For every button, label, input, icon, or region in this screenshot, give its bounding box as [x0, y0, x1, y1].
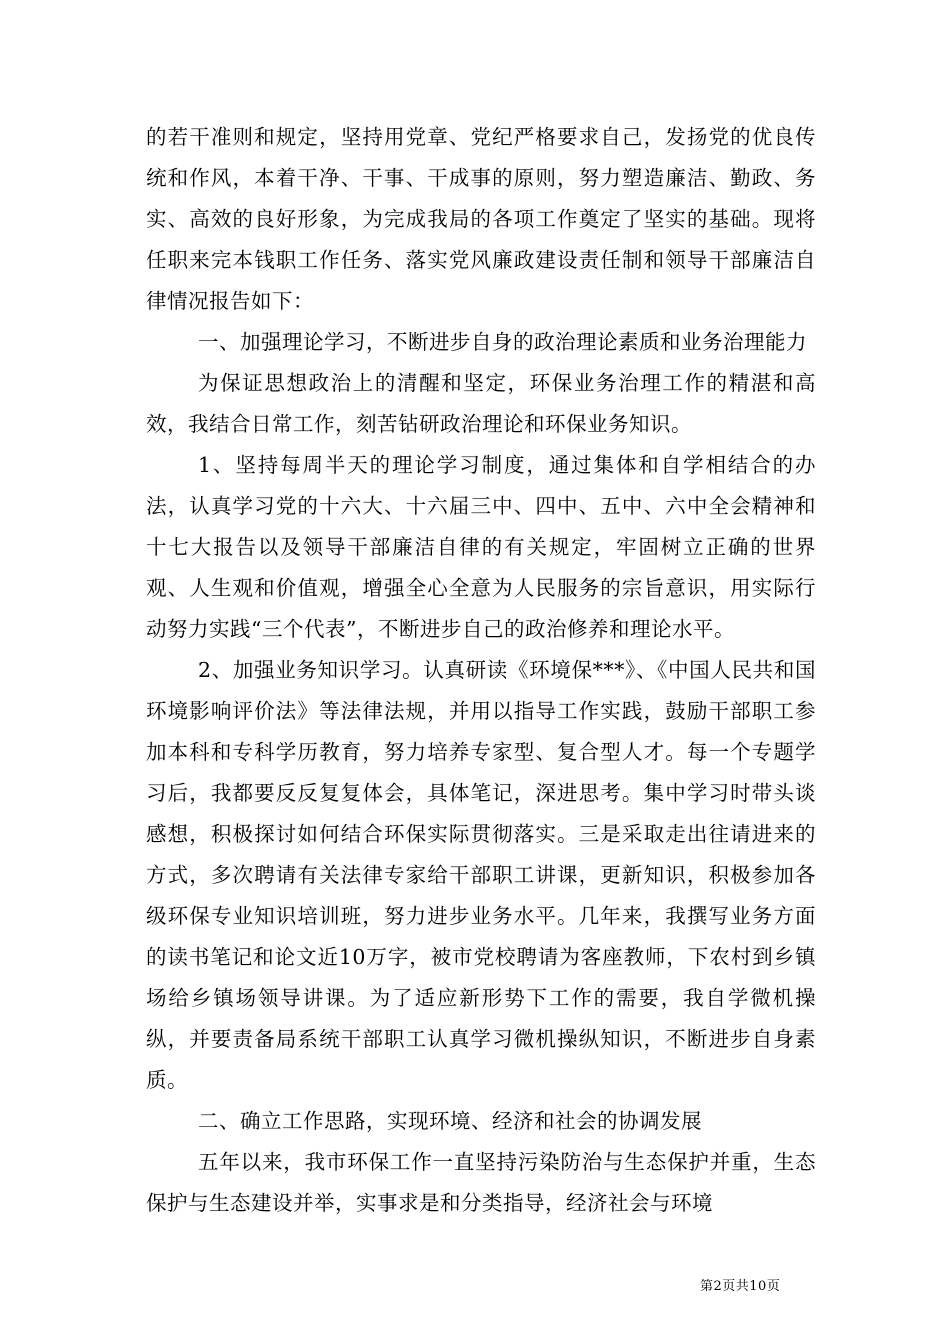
- section-heading-2: 二、确立工作思路，实现环境、经济和社会的协调发展: [198, 1109, 702, 1133]
- paragraph-3: 1、坚持每周半天的理论学习制度，通过集体和自学相结合的办法，认真学习党的十六大、十六届三中、四中、五中、六中全会精神和十七大报告以及领导干部廉洁自律的有关规定，牢固树立正确的世界观、人生观和价值观，增强全心全意为人民服务的宗旨意识，用实际行动努力实践“三个代表”，不断进步自己的政治修养和理论水平。: [146, 453, 816, 641]
- paragraph-2: 为保证思想政治上的清醒和坚定，环保业务治理工作的精湛和高效，我结合日常工作，刻苦钻研政治理论和环保业务知识。: [146, 371, 816, 436]
- section-heading-1: 一、加强理论学习，不断进步自身的政治理论素质和业务治理能力: [198, 330, 807, 354]
- paragraph-4: 2、加强业务知识学习。认真研读《环境保***》、《中国人民共和国环境影响评价法》等法律法规，并用以指导工作实践，鼓励干部职工参加本科和专科学历教育，努力培养专家型、复合型人才。每一个专题学习后，我都要反反复复体会，具体笔记，深进思考。集中学习时带头谈感想，积极探讨如何结合环保实际贯彻落实。三是采取走出往请进来的方式，多次聘请有关法律专家给干部职工讲课，更新知识，积极参加各级环保专业知识培训班，努力进步业务水平。几年来，我撰写业务方面的读书笔记和论文近10万字，被市党校聘请为客座教师，下农村到乡镇场给乡镇场领导讲课。为了适应新形势下工作的需要，我自学微机操纵，并要责备局系统干部职工认真学习微机操纵知识，不断进步自身素质。: [146, 658, 816, 1092]
- paragraph-1: 的若干准则和规定，坚持用党章、党纪严格要求自己，发扬党的优良传统和作风，本着干净、干事、干成事的原则，努力塑造廉洁、勤政、务实、高效的良好形象，为完成我局的各项工作奠定了坚实的基础。现将任职来完本钱职工作任务、落实党风廉政建设责任制和领导干部廉洁自律情况报告如下：: [146, 125, 816, 313]
- paragraph-5: 五年以来，我市环保工作一直坚持污染防治与生态保护并重，生态保护与生态建设并举，实事求是和分类指导，经济社会与环境: [146, 1150, 816, 1215]
- document-body: [146, 117, 816, 1224]
- page-number-footer: 第2页共10页: [700, 1279, 781, 1294]
